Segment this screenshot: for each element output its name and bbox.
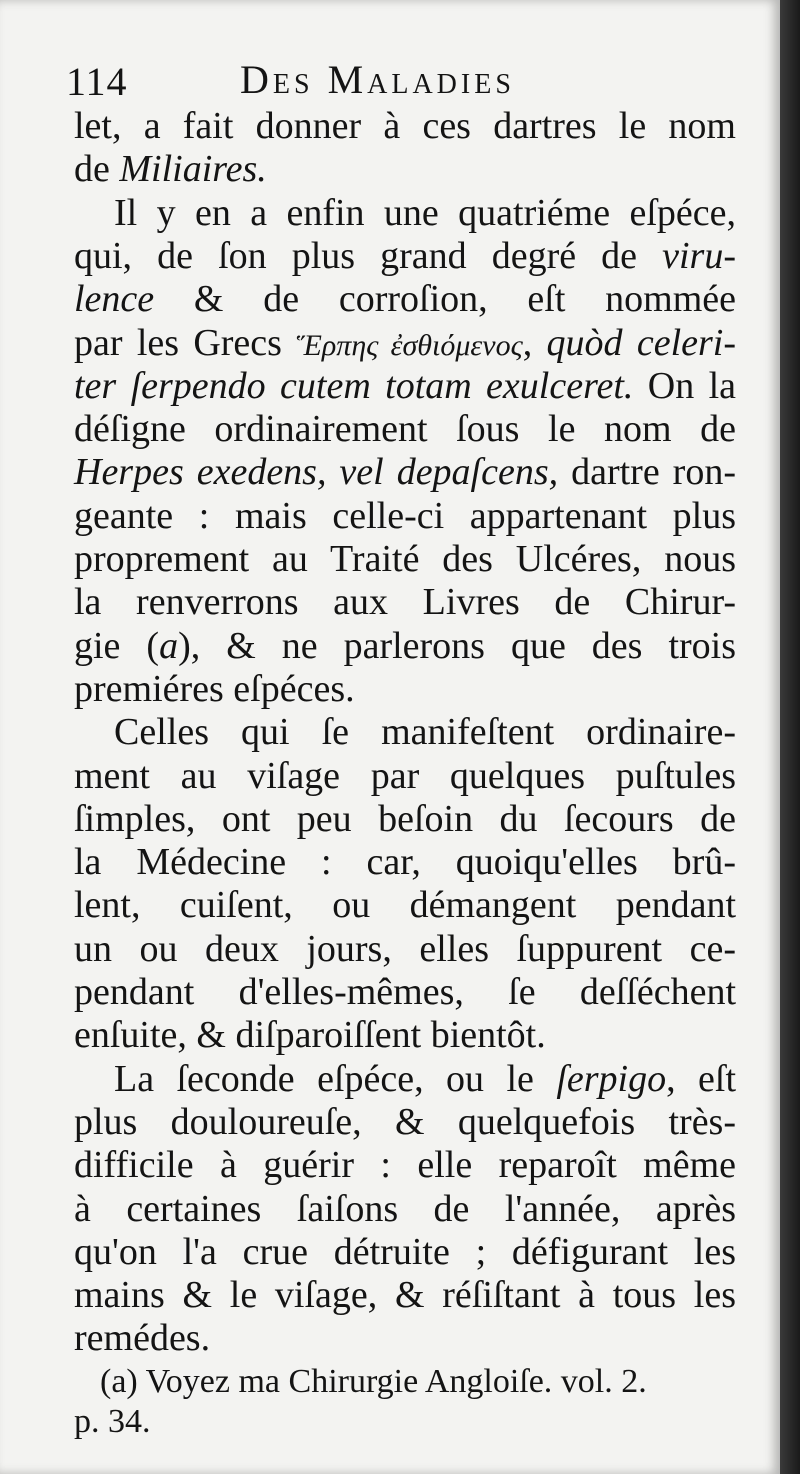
- text-line: [74, 840, 736, 884]
- text-run: qui, de ſon plus grand degré de: [74, 234, 663, 277]
- text-run: La ſeconde eſpéce, ou le: [114, 1057, 557, 1100]
- text-run: de: [74, 148, 120, 191]
- text-line: [74, 1230, 736, 1274]
- text-line: [74, 1187, 736, 1231]
- text-run: difficile à guérir : elle reparoît même: [74, 1144, 736, 1187]
- text-line: [74, 927, 736, 971]
- text-run: pendant d'elles-mêmes, ſe deſſéchent: [74, 971, 736, 1013]
- text-line: [74, 321, 736, 368]
- text-run: ment au viſage par quelques puſtules: [74, 754, 736, 797]
- text-line: [74, 667, 736, 711]
- text-line: [74, 1013, 736, 1057]
- text-run: ſimples, ont peu beſoin du ſecours de: [74, 797, 736, 840]
- italic-text: ſerpigo: [556, 1057, 667, 1100]
- text-line: [114, 710, 736, 754]
- text-line: [114, 1057, 736, 1101]
- text-run: premiéres eſpéces.: [74, 667, 355, 710]
- text-line: [74, 580, 736, 624]
- text-line: [74, 970, 736, 1014]
- italic-text: lence: [74, 278, 155, 321]
- text-run: à certaines ſaiſons de l'année, après: [74, 1187, 736, 1230]
- text-line: [74, 104, 736, 148]
- running-title: Des Maladies: [240, 57, 515, 102]
- text-run: plus douloureuſe, & quelquefois très-: [74, 1100, 736, 1143]
- italic-text: quòd celeri-: [546, 321, 736, 364]
- text-line: [74, 1100, 736, 1144]
- text-line: [74, 277, 736, 321]
- text-line: [74, 883, 736, 927]
- text-run: , eſt: [666, 1057, 736, 1100]
- italic-text: a: [159, 624, 179, 667]
- text-line: [74, 450, 736, 494]
- text-run: proprement au Traité des Ulcéres, nous: [74, 538, 736, 580]
- text-line: [74, 147, 736, 191]
- text-run: par les Grecs: [74, 321, 297, 364]
- text-run: geante : mais celle-ci appartenant plus: [74, 494, 736, 537]
- text-line: [74, 234, 736, 278]
- text-run: la renverrons aux Livres de Chirur-: [74, 581, 736, 624]
- footnote-line-1: (a) Voyez ma Chirurgie Angloiſe. vol. 2.: [100, 1363, 647, 1400]
- text-run: gie (: [74, 624, 160, 667]
- text-run: & de corroſion, eſt nommée: [154, 278, 736, 321]
- italic-text: ter ſerpendo cutem totam exulceret.: [74, 364, 634, 407]
- text-line: [74, 624, 736, 668]
- italic-text: Miliaires.: [119, 148, 267, 191]
- text-run: mains & le viſage, & réſiſtant à tous les: [74, 1274, 736, 1317]
- text-run: enſuite, & diſparoiſſent bientôt.: [74, 1014, 546, 1057]
- text-line: [114, 191, 736, 235]
- italic-text: Herpes exedens, vel depaſcens,: [74, 451, 559, 494]
- text-run: lent, cuiſent, ou démangent pendant: [74, 884, 736, 927]
- text-line: [74, 754, 736, 798]
- text-run: ), & ne parlerons que des trois: [178, 624, 736, 667]
- text-line: [74, 407, 736, 451]
- text-run: un ou deux jours, elles ſuppurent ce-: [74, 927, 736, 970]
- page-number: 114: [66, 59, 128, 104]
- text-line: [74, 1143, 736, 1187]
- text-run: ,: [522, 321, 547, 364]
- text-run: déſigne ordinairement ſous le nom de: [74, 408, 736, 451]
- text-run: la Médecine : car, quoiqu'elles brû-: [74, 841, 736, 884]
- text-line: [74, 1273, 736, 1317]
- text-line: [74, 797, 736, 841]
- text-line: [74, 494, 736, 538]
- text-run: Il y en a enfin une quatriéme eſpéce,: [114, 191, 736, 234]
- text-run: let, a fait donner à ces dartres le nom: [74, 105, 736, 147]
- text-run: dartre ron-: [558, 451, 736, 494]
- page-edge: [780, 0, 800, 1474]
- greek-text: Ἕρπης ἐσθιόμενος: [296, 328, 523, 362]
- italic-text: viru-: [662, 234, 736, 277]
- page-header: [66, 52, 706, 102]
- text-line: [74, 537, 736, 581]
- text-run: On la: [633, 364, 736, 407]
- text-run: remédes.: [74, 1317, 211, 1360]
- text-run: qu'on l'a crue détruite ; défigurant les: [74, 1230, 736, 1273]
- text-line: [74, 364, 736, 408]
- footnote-line-2: p. 34.: [74, 1403, 151, 1440]
- text-line: [74, 1316, 736, 1360]
- text-run: Celles qui ſe manifeſtent ordinaire-: [114, 711, 736, 754]
